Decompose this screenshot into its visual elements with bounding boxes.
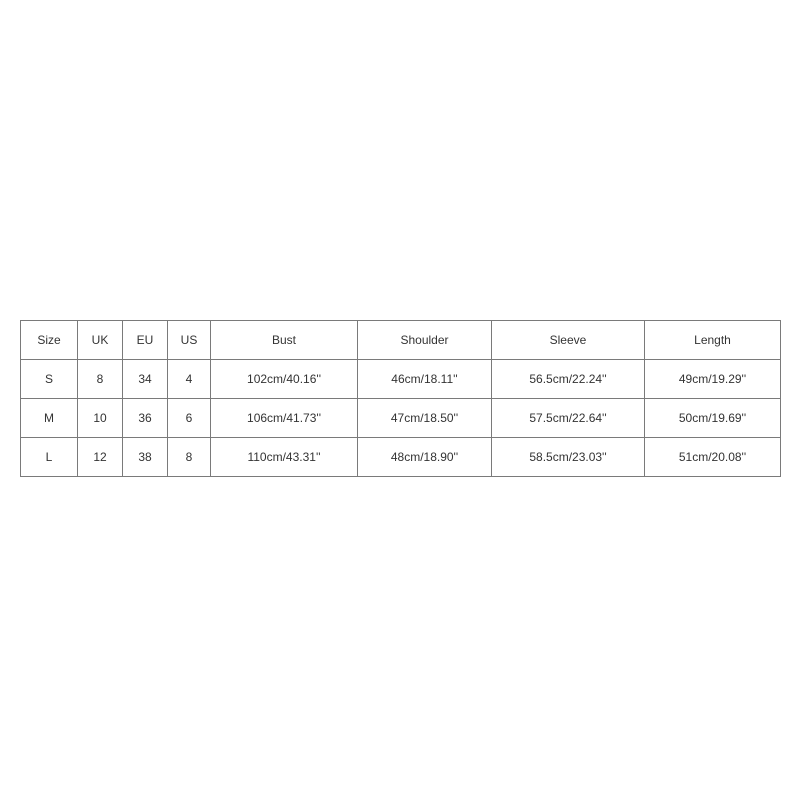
table-row bbox=[21, 399, 781, 438]
cell-uk: 10 bbox=[78, 399, 123, 438]
header-eu: EU bbox=[123, 321, 168, 360]
header-uk: UK bbox=[78, 321, 123, 360]
cell-shoulder: 48cm/18.90'' bbox=[358, 438, 492, 477]
header-sleeve: Sleeve bbox=[492, 321, 645, 360]
table-row bbox=[21, 438, 781, 477]
cell-length: 51cm/20.08'' bbox=[645, 438, 781, 477]
cell-shoulder: 46cm/18.11'' bbox=[358, 360, 492, 399]
cell-shoulder: 47cm/18.50'' bbox=[358, 399, 492, 438]
cell-bust: 106cm/41.73'' bbox=[211, 399, 358, 438]
cell-size: S bbox=[21, 360, 78, 399]
header-bust: Bust bbox=[211, 321, 358, 360]
cell-uk: 8 bbox=[78, 360, 123, 399]
cell-size: L bbox=[21, 438, 78, 477]
cell-bust: 110cm/43.31'' bbox=[211, 438, 358, 477]
table-row bbox=[21, 360, 781, 399]
header-row bbox=[21, 321, 781, 360]
header-us: US bbox=[168, 321, 211, 360]
size-chart-table bbox=[20, 320, 781, 477]
cell-sleeve: 58.5cm/23.03'' bbox=[492, 438, 645, 477]
cell-length: 50cm/19.69'' bbox=[645, 399, 781, 438]
cell-us: 6 bbox=[168, 399, 211, 438]
header-size: Size bbox=[21, 321, 78, 360]
cell-eu: 36 bbox=[123, 399, 168, 438]
cell-uk: 12 bbox=[78, 438, 123, 477]
cell-size: M bbox=[21, 399, 78, 438]
cell-eu: 38 bbox=[123, 438, 168, 477]
header-length: Length bbox=[645, 321, 781, 360]
header-shoulder: Shoulder bbox=[358, 321, 492, 360]
cell-sleeve: 56.5cm/22.24'' bbox=[492, 360, 645, 399]
cell-us: 8 bbox=[168, 438, 211, 477]
cell-sleeve: 57.5cm/22.64'' bbox=[492, 399, 645, 438]
cell-bust: 102cm/40.16'' bbox=[211, 360, 358, 399]
cell-eu: 34 bbox=[123, 360, 168, 399]
cell-us: 4 bbox=[168, 360, 211, 399]
cell-length: 49cm/19.29'' bbox=[645, 360, 781, 399]
